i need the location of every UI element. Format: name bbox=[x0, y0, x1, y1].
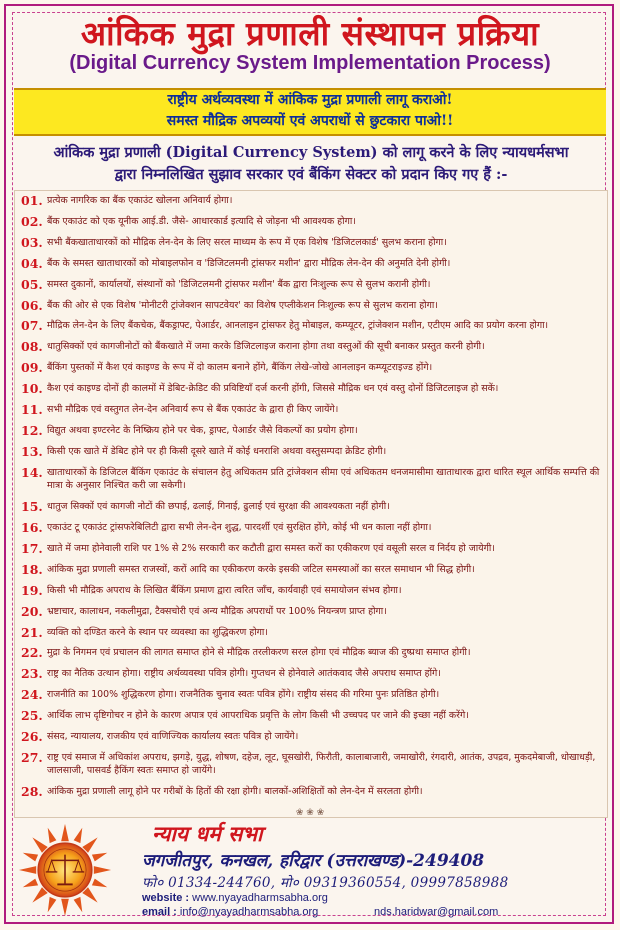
list-item-number: 26. bbox=[21, 729, 43, 745]
list-item-text: मुद्रा के निगमन एवं प्रचालन की लागत समाप्त होने से मौद्रिक तरलीकरण सरल होगा एवं मौद्रिक ब्याज की दुष्प्रथा समाप्त होगी। bbox=[47, 647, 471, 659]
list-item bbox=[21, 751, 603, 778]
organization-name: न्याय धर्म सभा bbox=[152, 821, 263, 846]
list-item bbox=[21, 667, 603, 680]
list-item-text: मौद्रिक लेन-देन के लिए बैंकचेक, बैंकड्राफ्ट, पेआर्डर, आनलाइन ट्रांसफर हेतु मोबाइल, कम्प्यूटर, ट्रांजेक्शन मशीन, एटीएम आदि का प्रयोग करना होगा। bbox=[47, 320, 549, 332]
list-item bbox=[21, 500, 603, 513]
list-item-number: 17. bbox=[21, 540, 43, 556]
list-item bbox=[21, 299, 603, 312]
list-item-text: बैंक एकाउंट को एक यूनीक आई.डी. जैसे- आधारकार्ड इत्यादि से जोड़ना भी आवश्यक होगा। bbox=[47, 215, 356, 227]
website-label: website : bbox=[142, 892, 190, 904]
list-item-text: कैश एवं काइण्ड दोनों ही कालमों में डेबिट-क्रेडिट की प्रविष्टियाँ दर्ज करनी होंगी, जिससे मौद्रिक धन एवं वस्तु दोनों डिजिटलाइज हो सकें। bbox=[47, 383, 499, 395]
list-item bbox=[21, 466, 603, 493]
list-item-text: किसी एक खाते में डेबिट होने पर ही किसी दूसरे खाते में कोई धनराशि अथवा वस्तुसम्पदा क्रेडिट होगी। bbox=[47, 445, 387, 457]
sun-scales-logo bbox=[16, 822, 114, 918]
list-item-text: सभी मौद्रिक एवं वस्तुगत लेन-देन अनिवार्य रूप से बैंक एकाउंट के द्वारा ही किए जायेंगे। bbox=[47, 404, 339, 416]
list-item-text: विद्युत अथवा इण्टरनेट के निष्क्रिय होने पर चेक, ड्राफ्ट, पेआर्डर जैसे विकल्पों का प्रयोग होगा। bbox=[47, 424, 358, 436]
page-title: आंकिक मुद्रा प्रणाली संस्थापन प्रक्रिया bbox=[80, 14, 540, 53]
email-line bbox=[142, 906, 318, 918]
list-item-number: 24. bbox=[21, 687, 43, 703]
list-item-text: व्यक्ति को दण्डित करने के स्थान पर व्यवस्था का शुद्धिकरण होगा। bbox=[47, 626, 268, 638]
list-item bbox=[21, 521, 603, 534]
list-item-number: 14. bbox=[21, 464, 43, 480]
list-item-number: 02. bbox=[21, 213, 43, 229]
list-item-text: प्रत्येक नागरिक का बैंक एकाउंट खोलना अनिवार्य होगा। bbox=[47, 195, 233, 206]
list-item bbox=[21, 584, 603, 597]
intro-text bbox=[16, 142, 606, 186]
list-item-text: एकाउंट टू एकाउंट ट्रांसफरेबिलिटी द्वारा सभी लेन-देन शुद्ध, पारदर्शी एवं सुरक्षित होंगे, कोई भी धन काला नहीं होगा। bbox=[47, 522, 432, 533]
list-item-text: आर्थिक लाभ दृष्टिगोचर न होने के कारण अपात्र एवं आपराधिक प्रवृत्ति के लोग किसी भी उच्चपद पर जाने की इच्छा नहीं करेंगे। bbox=[47, 710, 469, 722]
ornament-divider: ❀ ❀ ❀ bbox=[295, 808, 325, 818]
list-item bbox=[21, 194, 603, 207]
list-item bbox=[21, 626, 603, 639]
list-item bbox=[21, 542, 603, 555]
list-item bbox=[21, 319, 603, 332]
list-item-text: भ्रष्टाचार, कालाधन, नकलीमुद्रा, टैक्सचोरी एवं अन्य मौद्रिक अपराधों पर 100% नियन्त्रण प्राप्त होगा। bbox=[47, 605, 387, 617]
list-item-text: सभी बैंकखाताधारकों को मौद्रिक लेन-देन के लिए सरल माध्यम के रूप में एक विशेष 'डिजिटलकार्ड' सुलभ कराना होगा। bbox=[47, 236, 447, 248]
list-item bbox=[21, 340, 603, 353]
list-item-number: 27. bbox=[21, 749, 43, 765]
list-item-number: 05. bbox=[21, 276, 43, 292]
list-item-text: खाते में जमा होनेवाली राशि पर 1% से 2% सरकारी कर कटौती द्वारा समस्त करों का एकीकरण एवं वसूली सरल व निर्दय हो जायेगी। bbox=[47, 542, 495, 554]
list-item-text: किसी भी मौद्रिक अपराध के लिखित बैंकिंग प्रमाण द्वारा त्वरित जाँच, कार्यवाही एवं समायोजन संभव होगा। bbox=[47, 584, 402, 596]
list-item-text: धातुसिक्कों एवं कागजीनोटों को बैंकखाते में जमा करके डिजिटलाइज कराना होगा तथा वस्तुओं की सूची बनाकर प्रस्तुत करनी होगी। bbox=[47, 341, 485, 353]
slogan-line-2: समस्त मौद्रिक अपव्ययों एवं अपराधों से छुटकारा पाओ!! bbox=[166, 113, 454, 129]
list-item-text: राष्ट्र का नैतिक उत्थान होगा। राष्ट्रीय अर्थव्यवस्था पवित्र होगी। गुप्तधन से होनेवाले आतंकवाद जैसे अपराध समाप्त होंगे। bbox=[47, 668, 441, 680]
intro-line-1: आंकिक मुद्रा प्रणाली (Digital Currency System) को लागू करने के लिए न्यायधर्मसभा bbox=[53, 144, 569, 161]
list-item-text: आंकिक मुद्रा प्रणाली समस्त राजस्वों, करों आदि का एकीकरण करके इसकी जटिल समस्याओं का सरल समाधान भी सिद्ध होगी। bbox=[47, 563, 475, 575]
list-item-text: संसद, न्यायालय, राजकीय एवं वाणिज्यिक कार्यालय स्वतः पवित्र हो जायेंगे। bbox=[47, 731, 299, 743]
list-item bbox=[21, 361, 603, 374]
list-item-number: 18. bbox=[21, 561, 43, 577]
list-item-number: 23. bbox=[21, 666, 43, 682]
page-subtitle: (Digital Currency System Implementation Process) bbox=[69, 52, 551, 74]
list-item-text: बैंकिंग पुस्तकों में कैश एवं काइण्ड के रूप में दो कालम बनाने होंगे, बैंकिंग लेखे-जोखे आनलाइन कम्प्यूटराइज्ड होंगे। bbox=[47, 362, 433, 374]
intro-line-2: द्वारा निम्नलिखित सुझाव सरकार एवं बैंकिंग सेक्टर को प्रदान किए गए हैं :- bbox=[114, 166, 508, 183]
list-item bbox=[21, 730, 603, 743]
slogan-banner bbox=[14, 88, 606, 136]
list-item-number: 15. bbox=[21, 499, 43, 515]
list-item-text: बैंक के समस्त खाताधारकों को मोबाइलफोन व 'डिजिटलमनी ट्रांसफर मशीन' द्वारा मौद्रिक लेन-देन की अनुमति देनी होगी। bbox=[47, 257, 451, 269]
email-link[interactable]: info@nyayadharmsabha.org bbox=[179, 906, 319, 918]
suggestion-list bbox=[21, 194, 603, 806]
list-item-number: 03. bbox=[21, 234, 43, 250]
list-item bbox=[21, 646, 603, 659]
list-item bbox=[21, 445, 603, 458]
list-item bbox=[21, 278, 603, 291]
list-item bbox=[21, 257, 603, 270]
slogan-line-1: राष्ट्रीय अर्थव्यवस्था में आंकिक मुद्रा प्रणाली लागू कराओ! bbox=[167, 92, 453, 108]
list-item-number: 16. bbox=[21, 520, 43, 535]
list-item-number: 25. bbox=[21, 708, 43, 724]
list-item bbox=[21, 785, 603, 798]
list-item-text: आंकिक मुद्रा प्रणाली लागू होने पर गरीबों के हितों की रक्षा होगी। बालकों-अशिक्षितों को लेन-देन में सरलता होगी। bbox=[47, 786, 423, 798]
list-item-number: 07. bbox=[21, 318, 43, 334]
list-item bbox=[21, 236, 603, 249]
list-item-number: 22. bbox=[21, 645, 43, 661]
website-line bbox=[142, 892, 328, 904]
organization-address: जगजीतपुर, कनखल, हरिद्वार (उत्तराखण्ड)-249408 bbox=[142, 851, 485, 871]
website-link[interactable]: www.nyayadharmsabha.org bbox=[192, 892, 328, 904]
list-item-text: खाताधारकों के डिजिटल बैंकिंग एकाउंट के संचालन हेतु अधिकतम प्रति ट्रांजेक्शन सीमा एवं अधिकतम धनजमासीमा खाताधारक द्वारा धारित स्थूल आर्थिक सम्पत्ति की मात्रा के अनुसार निश्चित करी जा सकेगी। bbox=[47, 466, 600, 492]
suggestion-list-box bbox=[14, 190, 608, 818]
list-item-number: 11. bbox=[21, 402, 43, 418]
list-item bbox=[21, 215, 603, 228]
list-item-number: 04. bbox=[21, 255, 43, 271]
list-item-number: 10. bbox=[21, 381, 43, 397]
list-item-text: धातुज सिक्कों एवं कागजी नोटों की छपाई, ढलाई, गिनाई, ढुलाई एवं सुरक्षा की आवश्यकता नहीं होगी। bbox=[47, 501, 390, 513]
list-item bbox=[21, 605, 603, 618]
list-item bbox=[21, 709, 603, 722]
list-item-text: राजनीति का 100% शुद्धिकरण होगा। राजनैतिक चुनाव स्वतः पवित्र होंगे। राष्ट्रीय संसद की गरिमा पुनः प्रतिष्ठित होगी। bbox=[47, 689, 440, 701]
list-item-number: 01. bbox=[21, 193, 43, 208]
list-item-number: 06. bbox=[21, 297, 43, 313]
list-item-number: 19. bbox=[21, 582, 43, 598]
list-item-number: 28. bbox=[21, 784, 43, 800]
list-item-number: 20. bbox=[21, 603, 43, 619]
list-item-number: 09. bbox=[21, 360, 43, 376]
list-item-text: बैंक की ओर से एक विशेष 'मोनीटरी ट्रांजेक्शन सापटवेयर' का विशेष एप्लीकेशन निःशुल्क रूप से सुलभ कराना होगा। bbox=[47, 299, 438, 311]
list-item-number: 12. bbox=[21, 422, 43, 438]
contact-phone: फो० 01334-244760, मो० 09319360554, 09997858988 bbox=[142, 875, 509, 891]
list-item bbox=[21, 403, 603, 416]
list-item bbox=[21, 563, 603, 576]
list-item-number: 13. bbox=[21, 443, 43, 459]
list-item bbox=[21, 688, 603, 701]
list-item bbox=[21, 382, 603, 395]
list-item-text: समस्त दुकानों, कार्यालयों, संस्थानों को 'डिजिटलमनी ट्रांसफर मशीन' बैंक द्वारा निःशुल्क रूप से सुलभ करानी होगी। bbox=[47, 278, 431, 290]
list-item-text: राष्ट्र एवं समाज में अधिकांश अपराध, झगड़े, युद्ध, शोषण, दहेज, लूट, घूसखोरी, फिरौती, कालाबाजारी, जमाखोरी, रंगदारी, आतंक, उपद्रव, मुकदमेबाजी, धोखाधड़ी, जालसाजी, पासवर्ड हैकिंग स्वतः समाप्त हो जायेंगे। bbox=[47, 751, 596, 777]
list-item-number: 08. bbox=[21, 339, 43, 355]
list-item-number: 21. bbox=[21, 624, 43, 640]
email-link-secondary[interactable]: nds.haridwar@gmail.com bbox=[374, 906, 499, 918]
list-item bbox=[21, 424, 603, 437]
email-label: email : bbox=[142, 906, 177, 918]
footer bbox=[14, 822, 608, 920]
